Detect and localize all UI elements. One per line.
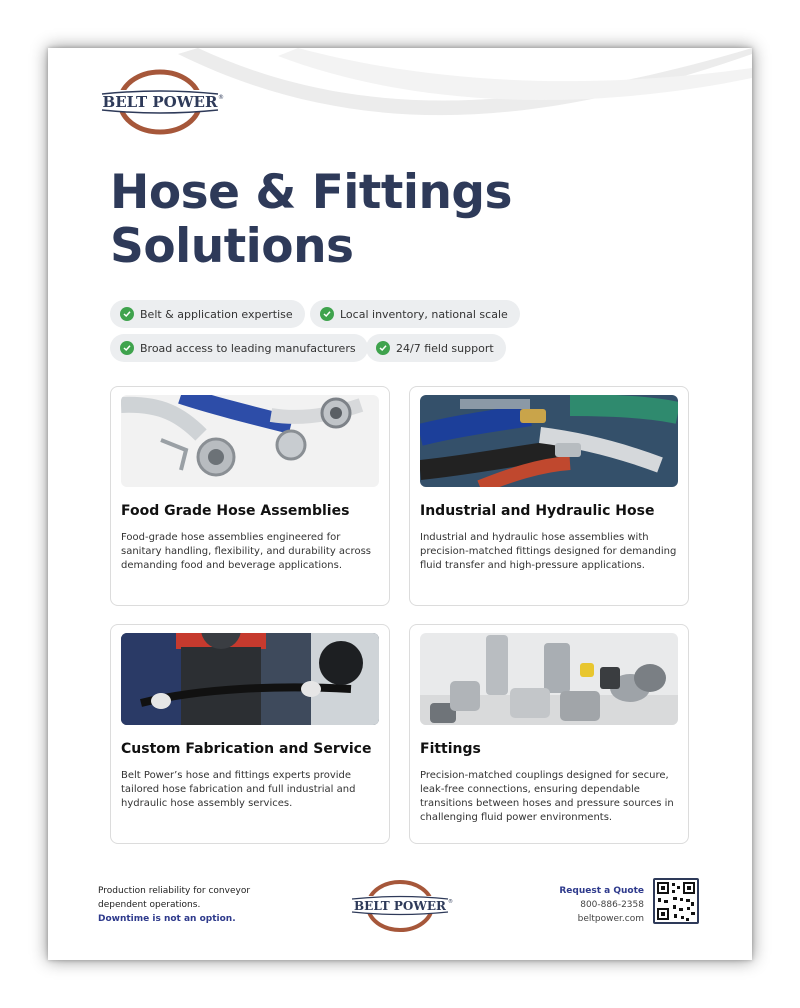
- request-quote-link[interactable]: Request a Quote: [559, 886, 644, 896]
- card-title: Fittings: [420, 741, 481, 757]
- tagline-emphasis: Downtime is not an option.: [98, 914, 236, 924]
- card-description: Precision-matched couplings designed for secure, leak-free connections, ensuring dependable transitions between hoses and pressure sources in challenging fluid power environments.: [420, 770, 674, 823]
- belt-power-logo: [96, 64, 226, 140]
- feature-label: 24/7 field support: [396, 341, 494, 355]
- feature-pill-inventory: [310, 300, 520, 328]
- check-icon: [320, 307, 334, 321]
- title-line-2: Solutions: [110, 219, 354, 274]
- title-line-1: Hose & Fittings: [110, 165, 513, 220]
- phone-number[interactable]: 800-886-2358: [580, 900, 644, 910]
- svg-text:BELT POWER: BELT POWER: [354, 899, 446, 913]
- fabrication-service-photo: [121, 633, 379, 725]
- footer-tagline: [98, 884, 250, 926]
- check-icon: [376, 341, 390, 355]
- card-description: Food-grade hose assemblies engineered for sanitary handling, flexibility, and durability across demanding food and beverage applications.: [121, 532, 371, 571]
- card-description: Belt Power’s hose and fittings experts provide tailored hose fabrication and full industrial and hydraulic hose assembly services.: [121, 770, 356, 809]
- card-title: Food Grade Hose Assemblies: [121, 503, 350, 519]
- flyer-page: [48, 48, 752, 960]
- svg-text:®: ®: [448, 899, 453, 905]
- svg-text:®: ®: [218, 94, 224, 101]
- qr-code[interactable]: [653, 878, 699, 924]
- card-title: Industrial and Hydraulic Hose: [420, 503, 655, 519]
- website-link[interactable]: beltpower.com: [577, 914, 644, 924]
- tagline-line: Production reliability for conveyor: [98, 886, 251, 896]
- belt-power-logo: [348, 876, 454, 936]
- card-custom-fabrication: [110, 624, 390, 844]
- industrial-hydraulic-hose-photo: [420, 395, 678, 487]
- footer-contact: [559, 884, 644, 926]
- card-industrial-hydraulic: [409, 386, 689, 606]
- card-title: Custom Fabrication and Service: [121, 741, 372, 757]
- check-icon: [120, 307, 134, 321]
- svg-text:BELT POWER: BELT POWER: [102, 93, 218, 111]
- tagline-line: dependent operations.: [98, 900, 201, 910]
- page-title: [110, 166, 512, 274]
- food-grade-hose-photo: [121, 395, 379, 487]
- feature-label: Local inventory, national scale: [340, 307, 508, 321]
- feature-pill-field-support: [366, 334, 506, 362]
- fittings-photo: [420, 633, 678, 725]
- feature-label: Belt & application expertise: [140, 307, 293, 321]
- check-icon: [120, 341, 134, 355]
- feature-pill-manufacturers: [110, 334, 368, 362]
- feature-label: Broad access to leading manufacturers: [140, 341, 356, 355]
- card-food-grade: [110, 386, 390, 606]
- card-description: Industrial and hydraulic hose assemblies with precision-matched fittings designed for demanding fluid transfer and high-pressure applications.: [420, 532, 677, 571]
- feature-pill-expertise: [110, 300, 305, 328]
- card-fittings: [409, 624, 689, 844]
